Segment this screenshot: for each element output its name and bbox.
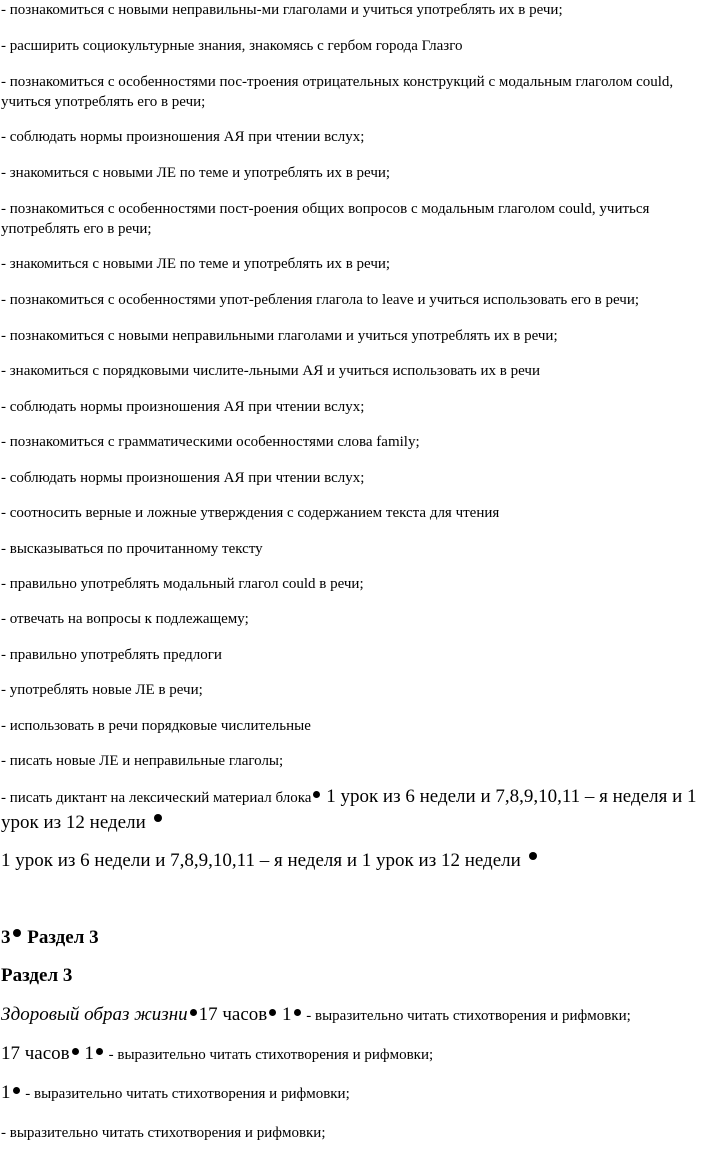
list-item: - познакомиться с особенностями упот-ребления глагола to leave и учиться использовать его в речи; — [1, 292, 640, 308]
dictation-item — [1, 785, 698, 837]
bullet-icon — [13, 929, 21, 937]
list-item: - высказываться по прочитанному тексту — [1, 541, 263, 557]
section-number: 3 — [1, 927, 11, 948]
list-item: - использовать в речи порядковые числительные — [1, 718, 311, 734]
bullet-icon — [72, 1048, 79, 1055]
section-heading — [1, 926, 698, 950]
list-item: - знакомиться с новыми ЛЕ по теме и употреблять их в речи; — [1, 256, 391, 272]
list-item: - соблюдать нормы произношения АЯ при чтении вслух; — [1, 129, 365, 145]
schedule-line — [1, 849, 698, 873]
bullet-icon — [190, 1009, 197, 1016]
bullet-icon — [96, 1048, 103, 1055]
list-item: - познакомиться с грамматическими особенностями слова family; — [1, 434, 420, 450]
schedule-text: 1 урок из 6 недели и 7,8,9,10,11 – я неделя и 1 урок из 12 недели — [1, 850, 521, 871]
bullet-icon — [269, 1009, 276, 1016]
bullet-icon — [154, 814, 162, 822]
topic-lesson-number: 1 — [282, 1004, 292, 1025]
topic-title: Здоровый образ жизни — [1, 1004, 188, 1025]
dictation-text: - писать диктант на лексический материал блока — [1, 790, 312, 806]
section-title: Раздел 3 — [27, 927, 99, 948]
list-item: - познакомиться с особенностями пос-троения отрицательных конструкций с модальным глаголом could, учиться употреблять его в речи; — [1, 74, 674, 110]
list-item: - соблюдать нормы произношения АЯ при чтении вслух; — [1, 399, 365, 415]
list-item: - писать новые ЛЕ и неправильные глаголы; — [1, 753, 284, 769]
list-item: - познакомиться с новыми неправильны-ми глаголами и учиться употреблять их в речи; — [1, 2, 563, 18]
list-item: - знакомиться с новыми ЛЕ по теме и употреблять их в речи; — [1, 165, 391, 181]
list-item: - познакомиться с особенностями пост-роения общих вопросов с модальным глаголом could, учиться употреблять его в речи; — [1, 201, 650, 237]
list-item: - соблюдать нормы произношения АЯ при чтении вслух; — [1, 470, 365, 486]
objective-line: - выразительно читать стихотворения и рифмовки; — [1, 1125, 326, 1141]
lesson-line — [1, 1081, 698, 1107]
list-item: - знакомиться с порядковыми числите-льными АЯ и учиться использовать их в речи — [1, 363, 540, 379]
lesson-objective: - выразительно читать стихотворения и рифмовки; — [25, 1086, 350, 1102]
topic-objective: - выразительно читать стихотворения и рифмовки; — [306, 1008, 631, 1024]
section-title-repeat: Раздел 3 — [1, 965, 73, 986]
list-item: - правильно употреблять предлоги — [1, 647, 222, 663]
hours-objective: - выразительно читать стихотворения и рифмовки; — [108, 1047, 434, 1063]
bullet-icon — [13, 1087, 20, 1094]
bullet-icon — [313, 791, 320, 798]
list-item: - соотносить верные и ложные утверждения с содержанием текста для чтения — [1, 505, 500, 521]
list-item: - правильно употреблять модальный глагол could в речи; — [1, 576, 364, 592]
list-item: - употреблять новые ЛЕ в речи; — [1, 682, 203, 698]
topic-line — [1, 1003, 698, 1029]
hours-value: 17 часов — [1, 1043, 70, 1064]
lesson-number: 1 — [1, 1082, 11, 1103]
hours-lesson-number: 1 — [84, 1043, 94, 1064]
hours-line — [1, 1042, 698, 1068]
dictation-schedule: 1 урок из 6 недели и 7,8,9,10,11 – я неделя и 1 урок из 12 недели — [1, 786, 697, 833]
bullet-icon — [294, 1009, 301, 1016]
list-item: - расширить социокультурные знания, знакомясь с гербом города Глазго — [1, 38, 463, 54]
topic-hours: 17 часов — [198, 1004, 268, 1025]
list-item: - отвечать на вопросы к подлежащему; — [1, 611, 249, 627]
bullet-icon — [529, 852, 537, 860]
list-item: - познакомиться с новыми неправильными глаголами и учиться употреблять их в речи; — [1, 328, 558, 344]
